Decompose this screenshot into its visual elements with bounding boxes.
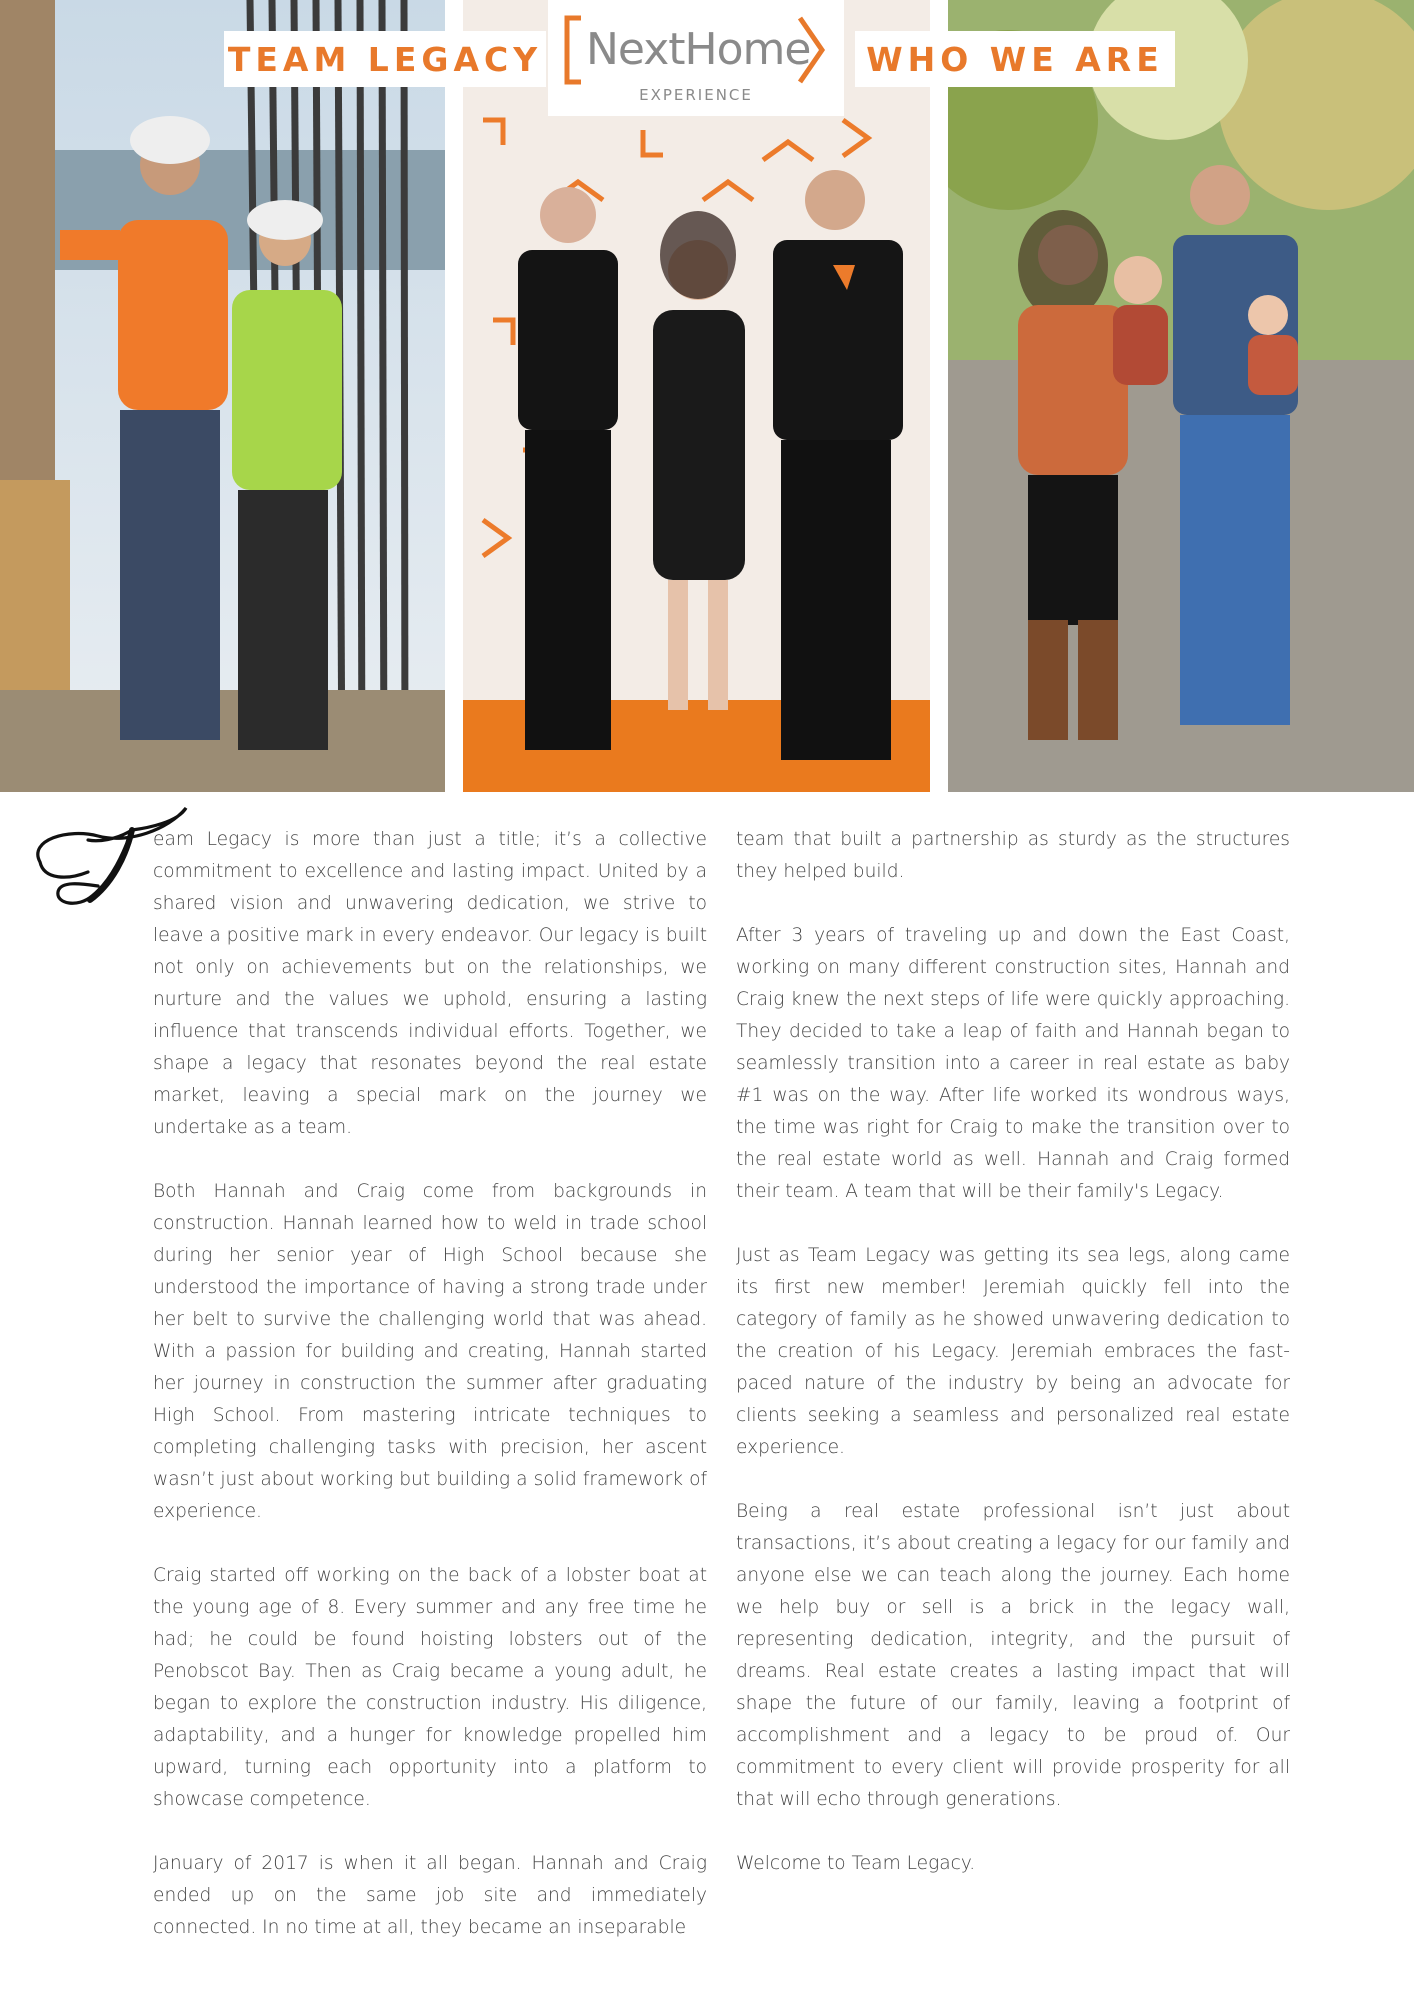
nexthome-logo [548,0,844,116]
text-column-right [736,824,1290,1880]
paragraph: eam Legacy is more than just a title; it’s a collective commitment to excellence and lasting impact. United by a shared vision and unwavering dedication, we strive to leave a positive mark in every endeavor. Our legacy is built not only on achievements but on the relationships, we nurture and the values we uphold, ensuring a lasting influence that transcends individual efforts. Together, we shape a legacy that resonates beyond the real estate market, leaving a special mark on the journey we undertake as a team. [153,829,707,1138]
team-legacy-banner [224,31,546,87]
construction-photo [0,0,445,792]
logo-subtitle: EXPERIENCE [639,86,753,104]
paragraph: Just as Team Legacy was getting its sea legs, along came its first new member! Jeremiah quickly fell into the category of family as he showed unwavering dedication to the creation of his Legacy. Jeremiah embraces the fast-paced nature of the industry by being an advocate for clients seeking a seamless and personalized real estate experience. [736,1245,1290,1458]
event-photo [463,0,930,792]
banner-title-right: WHO WE ARE [866,39,1164,79]
paragraph: team that built a partnership as sturdy as the structures they helped build. [736,829,1290,882]
chevron-right-icon [794,14,828,86]
logo-wordmark: NextHome [586,24,811,75]
closing-line: Welcome to Team Legacy. [736,1853,976,1874]
paragraph: Being a real estate professional isn’t just about transactions, it’s about creating a legacy for our family and anyone else we can teach along the journey. Each home we help buy or sell is a brick in the legacy wall, representing dedication, integrity, and the pursuit of dreams. Real estate creates a lasting impact that will shape the future of our family, leaving a footprint of accomplishment and a legacy to be proud of. Our commitment to every client will provide prosperity for all that will echo through generations. [736,1501,1290,1810]
text-column-left [153,824,707,1944]
paragraph: After 3 years of traveling up and down the East Coast, working on many different construction sites, Hannah and Craig knew the next steps of life were quickly approaching. They decided to take a leap of faith and Hannah began to seamlessly transition into a career in real estate as baby #1 was on the way. After life worked its wondrous ways, the time was right for Craig to make the transition over to the real estate world as well. Hannah and Craig formed their team. A team that will be their family's Legacy. [736,925,1290,1202]
bracket-left-icon [563,14,585,86]
paragraph: Both Hannah and Craig come from backgrounds in construction. Hannah learned how to weld in trade school during her senior year of High School because she understood the importance of having a strong trade under her belt to survive the challenging world that was ahead. With a passion for building and creating, Hannah started her journey in construction the summer after graduating High School. From mastering intricate techniques to completing challenging tasks with precision, her ascent wasn’t just about working but building a solid framework of experience. [153,1181,707,1522]
who-we-are-banner [855,31,1175,87]
banner-title-left: TEAM LEGACY [227,39,543,79]
family-photo [948,0,1414,792]
paragraph: January of 2017 is when it all began. Hannah and Craig ended up on the same job site and immediately connected. In no time at all, they became an inseparable [153,1853,707,1938]
paragraph: Craig started off working on the back of a lobster boat at the young age of 8. Every summer and any free time he had; he could be found hoisting lobsters out of the Penobscot Bay. Then as Craig became a young adult, he began to explore the construction industry. His diligence, adaptability, and a hunger for knowledge propelled him upward, turning each opportunity into a platform to showcase competence. [153,1565,707,1810]
